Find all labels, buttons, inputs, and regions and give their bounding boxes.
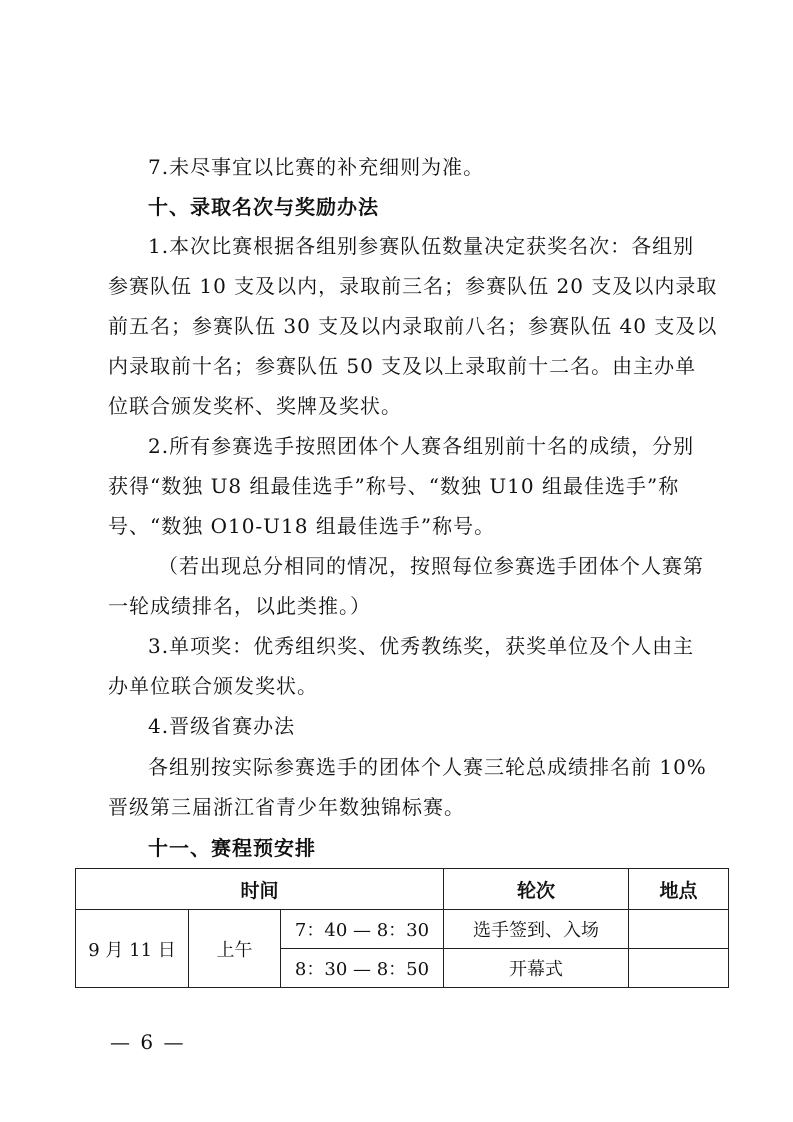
paragraph-line: 号、“数独 O10-U18 组最佳选手”称号。 <box>108 514 496 538</box>
paragraph-line: 参赛队伍 10 支及以内，录取前三名；参赛队伍 20 支及以内录取 <box>108 274 718 298</box>
paragraph-line: 7.未尽事宜以比赛的补充细则为准。 <box>148 155 485 179</box>
column-header-venue: 地点 <box>629 869 729 910</box>
schedule-table <box>75 868 729 988</box>
time-cell: 8：30 — 8：50 <box>281 949 444 988</box>
paragraph-line: 1.本次比赛根据各组别参赛队伍数量决定获奖名次：各组别 <box>148 234 695 258</box>
period-cell: 上午 <box>189 910 281 988</box>
venue-cell <box>629 949 729 988</box>
section-heading-awards: 十、录取名次与奖励办法 <box>148 195 379 219</box>
paragraph-line: 各组别按实际参赛选手的团体个人赛三轮总成绩排名前 10% <box>148 755 707 779</box>
paragraph-line: 4.晋级省赛办法 <box>148 714 296 738</box>
venue-cell <box>629 910 729 949</box>
paragraph-line: 3.单项奖：优秀组织奖、优秀教练奖，获奖单位及个人由主 <box>148 634 695 658</box>
paragraph-line: （若出现总分相同的情况，按照每位参赛选手团体个人赛第 <box>158 554 704 578</box>
page-number: — 6 — <box>110 1030 186 1054</box>
paragraph-line: 晋级第三届浙江省青少年数独锦标赛。 <box>108 795 465 819</box>
column-header-time: 时间 <box>76 869 444 910</box>
date-cell: 9 月 11 日 <box>76 910 189 988</box>
paragraph-line: 办单位联合颁发奖状。 <box>108 674 318 698</box>
column-header-round: 轮次 <box>444 869 629 910</box>
paragraph-line: 内录取前十名；参赛队伍 50 支及以上录取前十二名。由主办单 <box>108 354 697 378</box>
round-cell: 选手签到、入场 <box>444 910 629 949</box>
paragraph-line: 前五名；参赛队伍 30 支及以内录取前八名；参赛队伍 40 支及以 <box>108 314 718 338</box>
time-cell: 7：40 — 8：30 <box>281 910 444 949</box>
paragraph-line: 位联合颁发奖杯、奖牌及奖状。 <box>108 394 402 418</box>
page-cut-mask <box>70 988 750 1018</box>
round-cell: 开幕式 <box>444 949 629 988</box>
paragraph-line: 2.所有参赛选手按照团体个人赛各组别前十名的成绩，分别 <box>148 434 695 458</box>
section-heading-schedule: 十一、赛程预安排 <box>148 836 316 860</box>
paragraph-line: 一轮成绩排名，以此类推。） <box>108 594 371 618</box>
table-header-row <box>76 869 729 910</box>
table-row <box>76 910 729 949</box>
paragraph-line: 获得“数独 U8 组最佳选手”称号、“数独 U10 组最佳选手”称 <box>108 474 680 498</box>
